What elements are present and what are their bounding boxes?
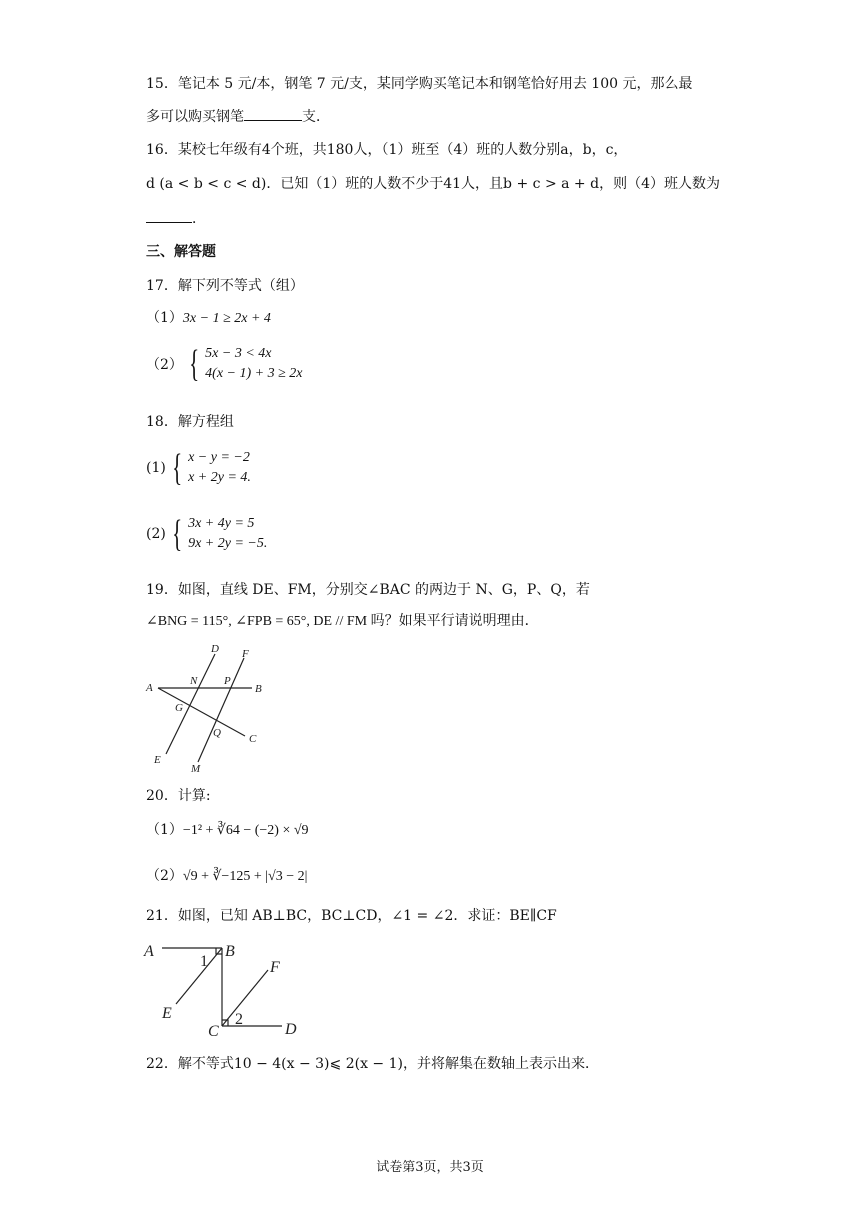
- q17-part2: [146, 344, 303, 384]
- q18-title: 18．解方程组: [146, 414, 234, 430]
- q18-part2-row1: 3x + 4y = 5: [188, 516, 255, 531]
- q17-part2-label: （2）: [146, 357, 183, 373]
- q20-part1-label: （1）: [146, 822, 183, 838]
- segment-be: [176, 948, 222, 1004]
- q19-line2: ∠BNG = 115°, ∠FPB = 65°, DE // FM 吗？如果平行请说明理由．: [146, 614, 539, 629]
- q16-answer-blank: [146, 208, 192, 223]
- q20-part2-label: （2）: [146, 868, 183, 884]
- label-q: Q: [213, 727, 221, 739]
- label-angle-1: 1: [200, 953, 208, 970]
- q15-line2: [146, 106, 330, 127]
- q19-figure: [140, 640, 280, 775]
- q18-part2-row2: [188, 534, 267, 554]
- q21-line: 21．如图，已知 AB⊥BC，BC⊥CD，∠1 = ∠2．求证：BE∥CF: [146, 908, 557, 924]
- label-f: F: [242, 648, 249, 660]
- q18-part2-row2-expr: 9x + 2y = −5: [188, 536, 264, 551]
- q16-line3-post: ．: [192, 211, 206, 227]
- label-e: E: [154, 754, 161, 766]
- q20-part2-expr: √9 + ∛−125 + |√3 − 2|: [182, 869, 308, 884]
- q20-title: 20．计算:: [146, 788, 211, 804]
- left-brace-icon: {: [171, 513, 182, 555]
- label-angle-2: 2: [235, 1011, 243, 1028]
- label-b: B: [255, 683, 262, 695]
- label-p: P: [224, 675, 231, 687]
- label-c: C: [249, 733, 257, 745]
- q18-part1-end: .: [247, 470, 251, 485]
- q18-part2-label: (2): [146, 526, 166, 542]
- q18-part1-row2: [188, 468, 251, 488]
- q15-line1: 15．笔记本 5 元/本，钢笔 7 元/支，某同学购买笔记本和钢笔恰好用去 100 元，那么最: [146, 76, 693, 92]
- label-e: E: [162, 1005, 172, 1022]
- q17-part2-row2: 4(x − 1) + 3 ≥ 2x: [205, 366, 303, 381]
- label-a: A: [146, 682, 153, 694]
- q16-line1: 16．某校七年级有4个班，共180人，（1）班至（4）班的人数分别a，b，c，: [146, 142, 628, 158]
- q18-part1-row2-expr: x + 2y = 4: [188, 470, 248, 485]
- q18-part1-label: (1): [146, 460, 166, 476]
- q22-line: 22．解不等式10 − 4(x − 3)⩽ 2(x − 1)，并将解集在数轴上表示出来．: [146, 1056, 599, 1072]
- q15-line2-post: 支．: [302, 109, 330, 125]
- q18-part2: [146, 514, 267, 554]
- q18-part2-end: .: [263, 536, 268, 551]
- q17-part2-row1: 5x − 3 < 4x: [205, 346, 272, 361]
- q20-part1-expr: −1² + ∛64 − (−2) × √9: [182, 823, 309, 838]
- q18-part1: [146, 448, 251, 488]
- q17-part1-expr: 3x − 1 ≥ 2x + 4: [182, 311, 271, 326]
- label-f: F: [270, 959, 280, 976]
- q15-answer-blank: [244, 106, 302, 121]
- q17-title: 17．解下列不等式（组）: [146, 278, 304, 294]
- label-a: A: [144, 943, 154, 960]
- label-m: M: [191, 763, 201, 775]
- left-brace-icon: {: [171, 447, 182, 489]
- q17-part1-label: （1）: [146, 310, 183, 326]
- label-d: D: [285, 1021, 297, 1038]
- left-brace-icon: {: [189, 343, 200, 385]
- q15-line2-pre: 多可以购买钢笔: [146, 109, 244, 125]
- q20-part2: [146, 866, 307, 887]
- q17-part1: [146, 308, 271, 329]
- label-c: C: [208, 1023, 219, 1040]
- page-footer: 试卷第3页，共3页: [376, 1160, 484, 1175]
- label-b: B: [225, 943, 235, 960]
- section-title: 三、解答题: [146, 244, 216, 260]
- q18-part1-row1: x − y = −2: [188, 450, 250, 465]
- q20-part1: [146, 820, 309, 841]
- label-g: G: [175, 702, 183, 714]
- segment-cf: [222, 970, 268, 1026]
- ray-ac: [158, 688, 245, 736]
- q16-line2: d (a < b < c < d)．已知（1）班的人数不少于41人，且b + c > a + d，则（4）班人数为: [146, 176, 720, 192]
- q16-line3: [146, 208, 206, 229]
- q21-figure: [140, 934, 310, 1040]
- q19-line1: 19．如图，直线 DE、FM，分别交∠BAC 的两边于 N、G，P、Q，若: [146, 582, 590, 598]
- label-d: D: [211, 643, 219, 655]
- label-n: N: [190, 675, 198, 687]
